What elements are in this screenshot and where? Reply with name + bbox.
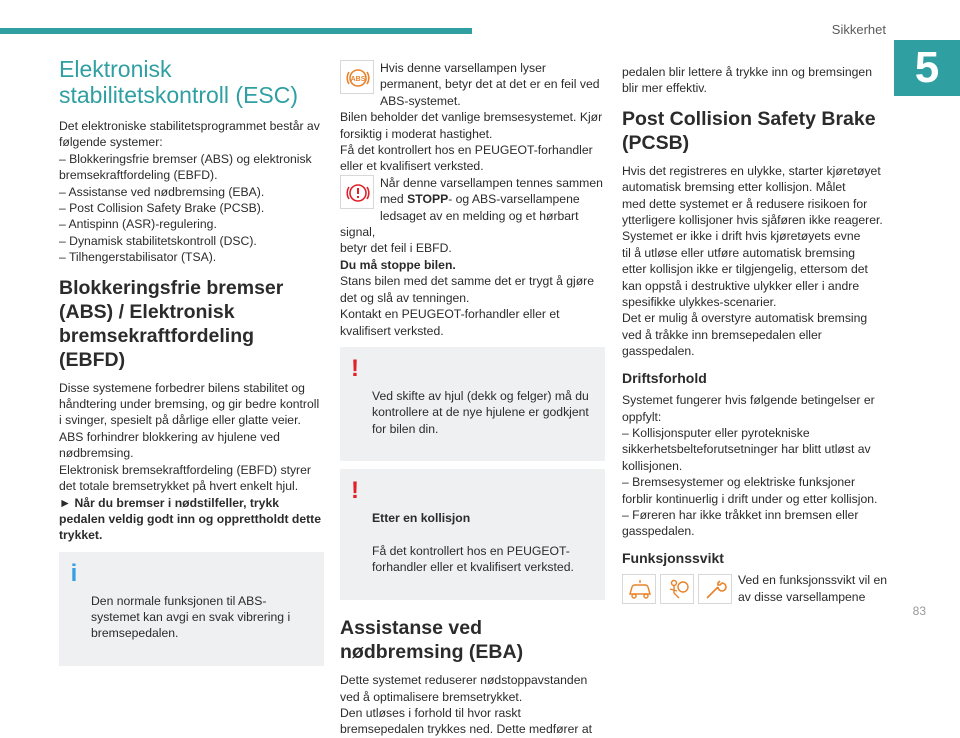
wrench-service-icon bbox=[698, 574, 732, 604]
esc-heading: Elektronisk stabilitetskontroll (ESC) bbox=[59, 56, 299, 108]
section-name: Sikkerhet bbox=[831, 22, 886, 37]
page-number: 83 bbox=[912, 604, 926, 618]
drift-text: Systemet fungerer hvis følgende betingelser er oppfylt: – Kollisjonsputer eller pyrotekniske sikkerhetsbelteforutsetninger har blitt utløst av kollisjonen. – Bremsesystemer og elektriske funksjoner forblir kontinuerlig i drift under og etter kollisjon. – Føreren har ikke tråkket inn bremsen eller gasspedalen. bbox=[622, 393, 878, 539]
collision-note-title: Etter en kollisjon bbox=[372, 511, 471, 526]
eba-continued: pedalen blir lettere å trykke inn og bremsingen blir mer effektiv. bbox=[622, 65, 872, 96]
pcsb-heading: Post Collision Safety Brake (PCSB) bbox=[622, 107, 876, 154]
info-icon: i bbox=[70, 559, 78, 587]
after-stop-text: Stans bilen med det samme det er trygt å gjøre det og slå av tenningen. Kontakt en PEUGEOT-forhandler eller et kvalifisert verksted. bbox=[340, 274, 595, 338]
eba-heading: Assistanse ved nødbremsing (EBA) bbox=[340, 617, 524, 664]
collision-note-text: Få det kontrollert hos en PEUGEOT- forhandler eller et kvalifisert verksted. bbox=[372, 543, 574, 575]
pcsb-text: Hvis det registreres en ulykke, starter kjøretøyet automatisk bremsing etter kollisjon. Målet med dette systemet er å redusere risikoen for ytterligere kollisjoner hvis sjåføren ikke reagerer. Systemet er ikke i drift hvis kjøretøyets evne til å utløse eller utføre automatisk bremsing etter kollisjon ikke er tilgjengelig, ettersom det kan oppstå i destruktive ulykker eller i andre spesifikke ulykkes-scenarier. Det er mulig å overstyre automatisk bremsing ved å tråkke inn bremsepedalen eller gasspedalen. bbox=[622, 163, 883, 359]
vehicle-fault-icon bbox=[622, 574, 656, 604]
brake-fault-icon bbox=[340, 175, 374, 209]
fault-icon-row bbox=[622, 574, 732, 604]
header-accent-bar bbox=[0, 28, 472, 34]
abs-warning-text: Hvis denne varsellampen lyser permanent, betyr det at det er en feil ved ABS-systemet. Bilen beholder det vanlige bremsesystemet. Kjør forsiktig i moderat hastighet. Få det kontrollert hos en PEUGEOT-forhandler eller et kvalifisert verksted. bbox=[340, 61, 603, 174]
info-note-text: Den normale funksjonen til ABS- systemet kan avgi en svak vibrering i bremsepedalen. bbox=[91, 593, 291, 641]
warning-exclamation-icon: ! bbox=[351, 477, 359, 505]
brake-warning-block bbox=[340, 175, 605, 257]
wheel-change-note-text: Ved skifte av hjul (dekk og felger) må du kontrollere at de nye hjulene er godkjent for bilen din. bbox=[372, 388, 589, 436]
brake-warning-pre: Når denne varsellampen tennes sammen med bbox=[380, 175, 603, 207]
must-stop-text: Du må stoppe bilen. bbox=[340, 257, 456, 272]
drift-heading: Driftsforhold bbox=[622, 369, 707, 386]
svg-text:ABS: ABS bbox=[350, 76, 366, 83]
column-2 bbox=[340, 60, 605, 738]
warning-exclamation-icon: ! bbox=[351, 354, 359, 382]
esc-intro: Det elektroniske stabilitetsprogrammet består av følgende systemer: – Blokkeringsfrie bremser (ABS) og elektronisk bremsekraftfordeling (EBFD). – Assistanse ved nødbremsing (EBA). – Post Collision Safety Brake (PCSB). – Antispinn (ASR)-regulering. – Dynamisk stabilitetskontroll (DSC). – Tilhengerstabilisator (TSA). bbox=[59, 119, 320, 265]
eba-text: Dette systemet reduserer nødstoppavstanden ved å optimalisere bremsetrykket. Den utløses i forhold til hvor raskt bremsepedalen trykkes ned. Dette medfører at bbox=[340, 673, 592, 737]
collision-note bbox=[340, 469, 605, 600]
abs-heading: Blokkeringsfrie bremser (ABS) / Elektronisk bremsekraftfordeling (EBFD) bbox=[59, 276, 284, 371]
column-1 bbox=[59, 56, 324, 674]
chapter-tab: 5 bbox=[894, 40, 960, 96]
brake-warning-post: - og ABS-varsellampene ledsaget av en melding og et hørbart signal, betyr det feil i EBFD. bbox=[340, 192, 580, 256]
fault-block bbox=[622, 572, 890, 606]
airbag-fault-icon bbox=[660, 574, 694, 604]
abs-warning-block bbox=[340, 60, 605, 175]
abs-instruction: ► Når du bremser i nødstilfeller, trykk pedalen veldig godt inn og opprettholdt dette trykket. bbox=[59, 495, 322, 543]
column-3 bbox=[622, 64, 890, 606]
abs-warning-icon bbox=[340, 60, 374, 94]
abs-text: Disse systemene forbedrer bilens stabilitet og håndtering under bremsing, og gir bedre kontroll i svinger, spesielt på dårlige eller glatte veier. ABS forhindrer blokkering av hjulene ved nødbremsing. Elektronisk bremsekraftfordeling (EBFD) styrer det totale bremsetrykket på hvert enkelt hjul. bbox=[59, 380, 320, 494]
wheel-change-note bbox=[340, 347, 605, 461]
brake-warning-text bbox=[340, 175, 605, 257]
fault-text: Ved en funksjonssvikt vil en av disse varsellampene bbox=[738, 573, 888, 604]
stop-label: STOPP bbox=[407, 192, 449, 207]
info-note bbox=[59, 552, 324, 666]
fault-heading: Funksjonssvikt bbox=[622, 549, 724, 566]
